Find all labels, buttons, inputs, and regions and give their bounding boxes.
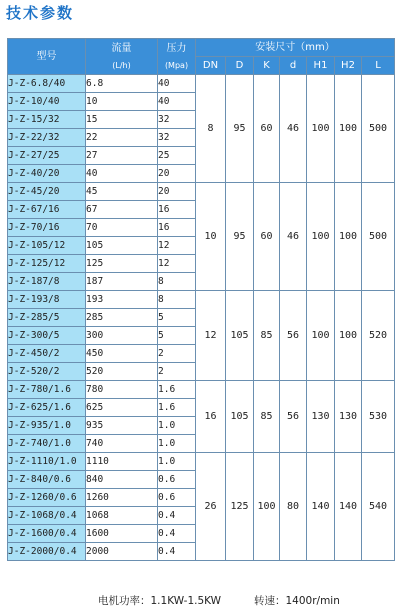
- header-pressure: [158, 39, 196, 75]
- model-cell: J-Z-285/5: [8, 309, 86, 327]
- dim-cell-l: 520: [362, 291, 395, 381]
- flow-cell: 15: [86, 111, 158, 129]
- pressure-cell: 16: [158, 219, 196, 237]
- model-cell: J-Z-22/32: [8, 129, 86, 147]
- pressure-cell: 25: [158, 147, 196, 165]
- model-cell: J-Z-105/12: [8, 237, 86, 255]
- pressure-cell: 12: [158, 237, 196, 255]
- pressure-cell: 0.4: [158, 525, 196, 543]
- dim-cell-d: 105: [226, 381, 254, 453]
- pressure-cell: 0.6: [158, 471, 196, 489]
- dim-cell-h2: 100: [335, 183, 362, 291]
- table-row: [8, 381, 395, 399]
- dim-cell-h2: 130: [335, 381, 362, 453]
- flow-cell: 40: [86, 165, 158, 183]
- table-row: [8, 291, 395, 309]
- header-model: 型号: [8, 39, 86, 75]
- dim-cell-dn: 8: [196, 75, 226, 183]
- dim-cell-h1: 100: [307, 291, 335, 381]
- flow-cell: 22: [86, 129, 158, 147]
- dim-cell-h2: 100: [335, 75, 362, 183]
- dim-cell-h2: 140: [335, 453, 362, 561]
- model-cell: J-Z-625/1.6: [8, 399, 86, 417]
- model-cell: J-Z-520/2: [8, 363, 86, 381]
- pressure-cell: 0.6: [158, 489, 196, 507]
- speed-text: 转速：1400r/min: [254, 595, 340, 607]
- dim-cell-d: 125: [226, 453, 254, 561]
- model-cell: J-Z-1260/0.6: [8, 489, 86, 507]
- model-cell: J-Z-935/1.0: [8, 417, 86, 435]
- model-cell: J-Z-300/5: [8, 327, 86, 345]
- pressure-cell: 5: [158, 309, 196, 327]
- dim-cell-h2: 100: [335, 291, 362, 381]
- dim-cell-dn: 12: [196, 291, 226, 381]
- flow-cell: 625: [86, 399, 158, 417]
- flow-cell: 10: [86, 93, 158, 111]
- header-dim-l: L: [362, 57, 395, 75]
- pressure-cell: 8: [158, 291, 196, 309]
- header-dim-k: K: [254, 57, 280, 75]
- dim-cell-l: 540: [362, 453, 395, 561]
- table-row: [8, 453, 395, 471]
- flow-cell: 67: [86, 201, 158, 219]
- dim-cell-l: 500: [362, 183, 395, 291]
- pressure-cell: 2: [158, 363, 196, 381]
- pressure-cell: 1.0: [158, 417, 196, 435]
- model-cell: J-Z-840/0.6: [8, 471, 86, 489]
- table-row: [8, 75, 395, 93]
- flow-cell: 1600: [86, 525, 158, 543]
- dim-cell-l: 530: [362, 381, 395, 453]
- flow-cell: 125: [86, 255, 158, 273]
- header-flow: [86, 39, 158, 75]
- flow-cell: 187: [86, 273, 158, 291]
- dim-cell-d: 105: [226, 291, 254, 381]
- flow-cell: 2000: [86, 543, 158, 561]
- model-cell: J-Z-67/16: [8, 201, 86, 219]
- model-cell: J-Z-2000/0.4: [8, 543, 86, 561]
- flow-cell: 193: [86, 291, 158, 309]
- flow-cell: 935: [86, 417, 158, 435]
- model-cell: J-Z-740/1.0: [8, 435, 86, 453]
- spec-table: [7, 38, 395, 561]
- model-cell: J-Z-6.8/40: [8, 75, 86, 93]
- header-flow-label: 流量: [111, 42, 132, 54]
- header-install-dimensions: 安装尺寸（mm）: [196, 39, 395, 57]
- model-cell: J-Z-187/8: [8, 273, 86, 291]
- model-cell: J-Z-125/12: [8, 255, 86, 273]
- header-pressure-label: 压力: [166, 42, 187, 54]
- model-cell: J-Z-1110/1.0: [8, 453, 86, 471]
- dim-cell-dn: 26: [196, 453, 226, 561]
- pressure-cell: 20: [158, 183, 196, 201]
- flow-cell: 6.8: [86, 75, 158, 93]
- pressure-cell: 12: [158, 255, 196, 273]
- pressure-cell: 1.0: [158, 435, 196, 453]
- dim-cell-d: 56: [280, 381, 307, 453]
- model-cell: J-Z-193/8: [8, 291, 86, 309]
- dim-cell-l: 500: [362, 75, 395, 183]
- flow-cell: 70: [86, 219, 158, 237]
- pressure-cell: 5: [158, 327, 196, 345]
- pressure-cell: 1.6: [158, 381, 196, 399]
- flow-cell: 1260: [86, 489, 158, 507]
- dim-cell-k: 60: [254, 183, 280, 291]
- flow-cell: 27: [86, 147, 158, 165]
- dim-cell-k: 85: [254, 291, 280, 381]
- dim-cell-k: 85: [254, 381, 280, 453]
- pressure-cell: 1.6: [158, 399, 196, 417]
- flow-cell: 45: [86, 183, 158, 201]
- dim-cell-k: 60: [254, 75, 280, 183]
- header-pressure-unit: (Mpa): [164, 60, 189, 70]
- dim-cell-k: 100: [254, 453, 280, 561]
- pressure-cell: 40: [158, 75, 196, 93]
- model-cell: J-Z-70/16: [8, 219, 86, 237]
- pressure-cell: 32: [158, 129, 196, 147]
- dim-cell-d: 80: [280, 453, 307, 561]
- model-cell: J-Z-15/32: [8, 111, 86, 129]
- flow-cell: 840: [86, 471, 158, 489]
- model-cell: J-Z-450/2: [8, 345, 86, 363]
- model-cell: J-Z-40/20: [8, 165, 86, 183]
- flow-cell: 105: [86, 237, 158, 255]
- table-row: [8, 183, 395, 201]
- model-cell: J-Z-1600/0.4: [8, 525, 86, 543]
- pressure-cell: 8: [158, 273, 196, 291]
- dim-cell-dn: 16: [196, 381, 226, 453]
- dim-cell-d: 46: [280, 183, 307, 291]
- pressure-cell: 40: [158, 93, 196, 111]
- flow-cell: 285: [86, 309, 158, 327]
- flow-cell: 520: [86, 363, 158, 381]
- flow-cell: 1110: [86, 453, 158, 471]
- dim-cell-d: 95: [226, 75, 254, 183]
- header-dim-d: d: [280, 57, 307, 75]
- dim-cell-h1: 130: [307, 381, 335, 453]
- header-dim-dn: DN: [196, 57, 226, 75]
- dim-cell-h1: 140: [307, 453, 335, 561]
- dim-cell-d: 46: [280, 75, 307, 183]
- model-cell: J-Z-45/20: [8, 183, 86, 201]
- flow-cell: 450: [86, 345, 158, 363]
- model-cell: J-Z-27/25: [8, 147, 86, 165]
- header-flow-unit: (L/h): [112, 60, 131, 70]
- pressure-cell: 2: [158, 345, 196, 363]
- motor-power-text: 电机功率：1.1KW-1.5KW: [98, 595, 222, 607]
- pressure-cell: 0.4: [158, 507, 196, 525]
- header-dim-h1: H1: [307, 57, 335, 75]
- dim-cell-d: 95: [226, 183, 254, 291]
- model-cell: J-Z-10/40: [8, 93, 86, 111]
- flow-cell: 780: [86, 381, 158, 399]
- pressure-cell: 20: [158, 165, 196, 183]
- model-cell: J-Z-780/1.6: [8, 381, 86, 399]
- header-dim-h2: H2: [335, 57, 362, 75]
- flow-cell: 1068: [86, 507, 158, 525]
- dim-cell-d: 56: [280, 291, 307, 381]
- page-title: 技术参数: [6, 4, 75, 22]
- dim-cell-dn: 10: [196, 183, 226, 291]
- dim-cell-h1: 100: [307, 75, 335, 183]
- header-dim-d: D: [226, 57, 254, 75]
- pressure-cell: 1.0: [158, 453, 196, 471]
- model-cell: J-Z-1068/0.4: [8, 507, 86, 525]
- flow-cell: 740: [86, 435, 158, 453]
- dim-cell-h1: 100: [307, 183, 335, 291]
- pressure-cell: 0.4: [158, 543, 196, 561]
- pressure-cell: 32: [158, 111, 196, 129]
- pressure-cell: 16: [158, 201, 196, 219]
- flow-cell: 300: [86, 327, 158, 345]
